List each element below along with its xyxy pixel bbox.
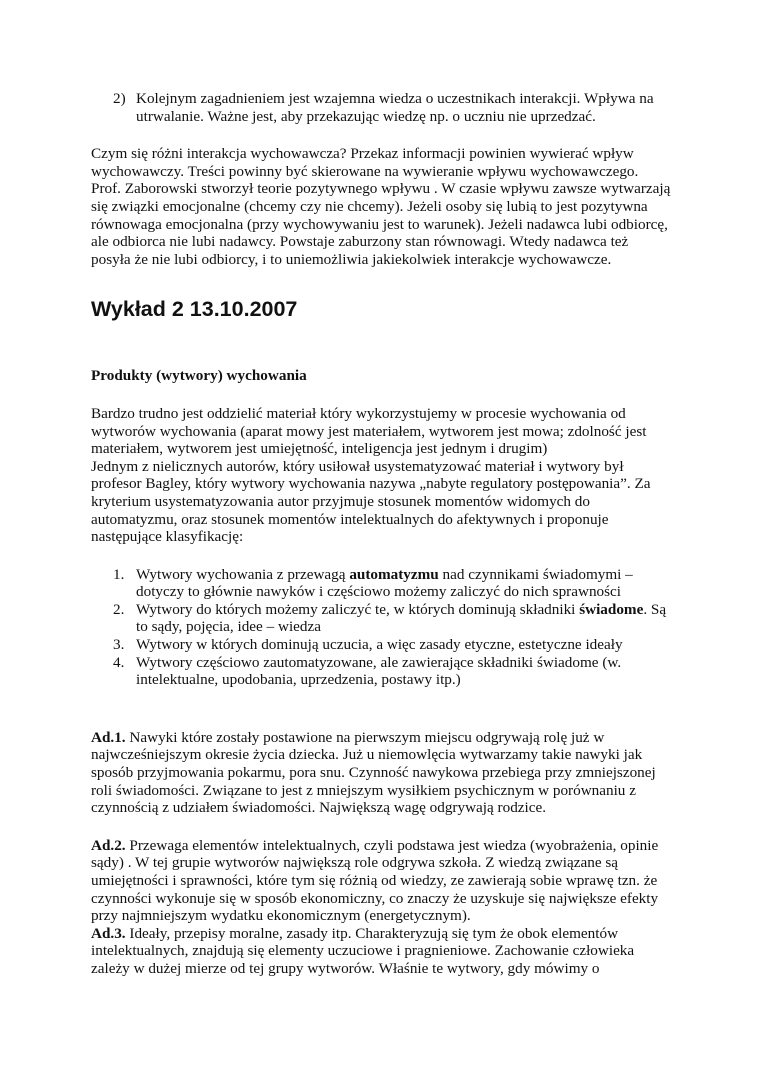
paragraph-interaction: Czym się różni interakcja wychowawcza? Przekaz informacji powinien wywierać wpływ wychowawczy. Treści powinny być skierowane na wywieranie wpływu wychowawczego. Prof. Zaborowski stworzył teorie pozytywnego wpływu . W czasie wpływu zawsze wytwarzają się związki emocjonalne (chcemy czy nie chcemy). Jeżeli osoby się lubią to jest pozytywna równowaga emocjonalna (przy wychowywaniu jest to warunek). Jeżeli nadawca lubi odbiorcę, ale odbiorca nie lubi nadawcy. Powstaje zaburzony stan równowagi. Wtedy nadawca też posyła że nie lubi odbiorcy, i to uniemożliwia jakiekolwiek interakcje wychowawcze. — [91, 145, 671, 268]
ad3-label: Ad.3. — [91, 924, 126, 942]
list-item-bold: automatyzmu — [349, 565, 439, 583]
section-heading: Produkty (wytwory) wychowania — [91, 367, 307, 385]
intro-list — [91, 90, 671, 125]
list-number: 2) — [113, 90, 126, 107]
list-item-text: Wytwory częściowo zautomatyzowane, ale zawierające składniki świadome (w. intelektualne, upodobania, uprzedzenia, postawy itp.) — [136, 653, 622, 689]
list-number: 3. — [113, 636, 125, 654]
classification-list — [91, 566, 671, 689]
list-item-text: Kolejnym zagadnieniem jest wzajemna wiedza o uczestnikach interakcji. Wpływa na utrwalanie. Ważne jest, aby przekazując wiedzę np. o uczniu nie uprzedzać. — [136, 90, 654, 125]
list-item-text-after: . Są to sądy, pojęcia, idee – wiedza — [136, 600, 667, 636]
list-item — [91, 566, 671, 601]
lecture-heading: Wykład 2 13.10.2007 — [91, 297, 298, 322]
paragraph-ad1 — [91, 729, 671, 817]
list-number: 4. — [113, 653, 125, 671]
list-item — [91, 654, 671, 689]
list-number: 2. — [113, 600, 125, 618]
list-item-text: Wytwory w których dominują uczucia, a więc zasady etyczne, estetyczne ideały — [136, 636, 623, 654]
ad2-text: Przewaga elementów intelektualnych, czyli podstawa jest wiedza (wyobrażenia, opinie sądy) . W tej grupie wytworów największą role odgrywa szkoła. Z wiedzą związane są umiejętności i sprawności, które tym się różnią od wiedzy, ze zawierają sobie wprawę tzn. że czynności wykonuje się w sposób ekonomiczny, co znaczy że uzyskuje się największe efekty przy najmniejszym wydatku ekonomicznym (energetycznym). — [91, 836, 659, 925]
list-item — [91, 636, 671, 654]
paragraph-ad3 — [91, 925, 671, 978]
ad1-label: Ad.1. — [91, 728, 126, 746]
ad2-label: Ad.2. — [91, 836, 126, 854]
paragraph-material: Bardzo trudno jest oddzielić materiał który wykorzystujemy w procesie wychowania od wytworów wychowania (aparat mowy jest materiałem, wytworem jest mowa; zdolność jest materiałem, wytworem jest umiejętność, inteligencja jest jednym i drugim) — [91, 404, 647, 458]
list-item-text: Wytwory do których możemy zaliczyć te, w których dominują składniki — [136, 600, 580, 618]
paragraph-ad2 — [91, 837, 671, 925]
list-item-text-after: nad czynnikami świadomymi – dotyczy to głównie nawyków i częściowo możemy zaliczyć do nich sprawności — [136, 565, 633, 601]
list-item-text: Wytwory wychowania z przewagą — [136, 565, 350, 583]
list-item — [91, 601, 671, 636]
ad3-text: Ideały, przepisy moralne, zasady itp. Charakteryzują się tym że obok elementów intelektualnych, znajdują się elementy uczuciowe i pragnieniowe. Zachowanie człowieka zależy w dużej mierze od tej grupy wytworów. Właśnie te wytwory, gdy mówimy o — [91, 924, 635, 977]
ad1-text: Nawyki które zostały postawione na pierwszym miejscu odgrywają rolę już w najwcześniejszym okresie życia dziecka. Już u niemowlęcia wytwarzamy takie nawyki jak sposób przyjmowania pokarmu, pora snu. Czynność nawykowa przebiega przy zmniejszonej roli świadomości. Związane to jest z mniejszym wysiłkiem psychicznym w porównaniu z czynnością z udziałem świadomości. Największą wagę odgrywają rodzice. — [91, 728, 656, 817]
list-number: 1. — [113, 565, 125, 583]
paragraph-bagley: Jednym z nielicznych autorów, który usiłował usystematyzować materiał i wytwory był profesor Bagley, który wytwory wychowania nazywa „nabyte regulatory postępowania”. Za kryterium usystematyzowania autor przyjmuje stosunek momentów widomych do automatyzmu, oraz stosunek momentów intelektualnych do afektywnych i proponuje następujące klasyfikację: — [91, 457, 651, 546]
list-item — [91, 90, 671, 125]
document-content — [91, 90, 671, 978]
list-item-bold: świadome — [579, 600, 644, 618]
